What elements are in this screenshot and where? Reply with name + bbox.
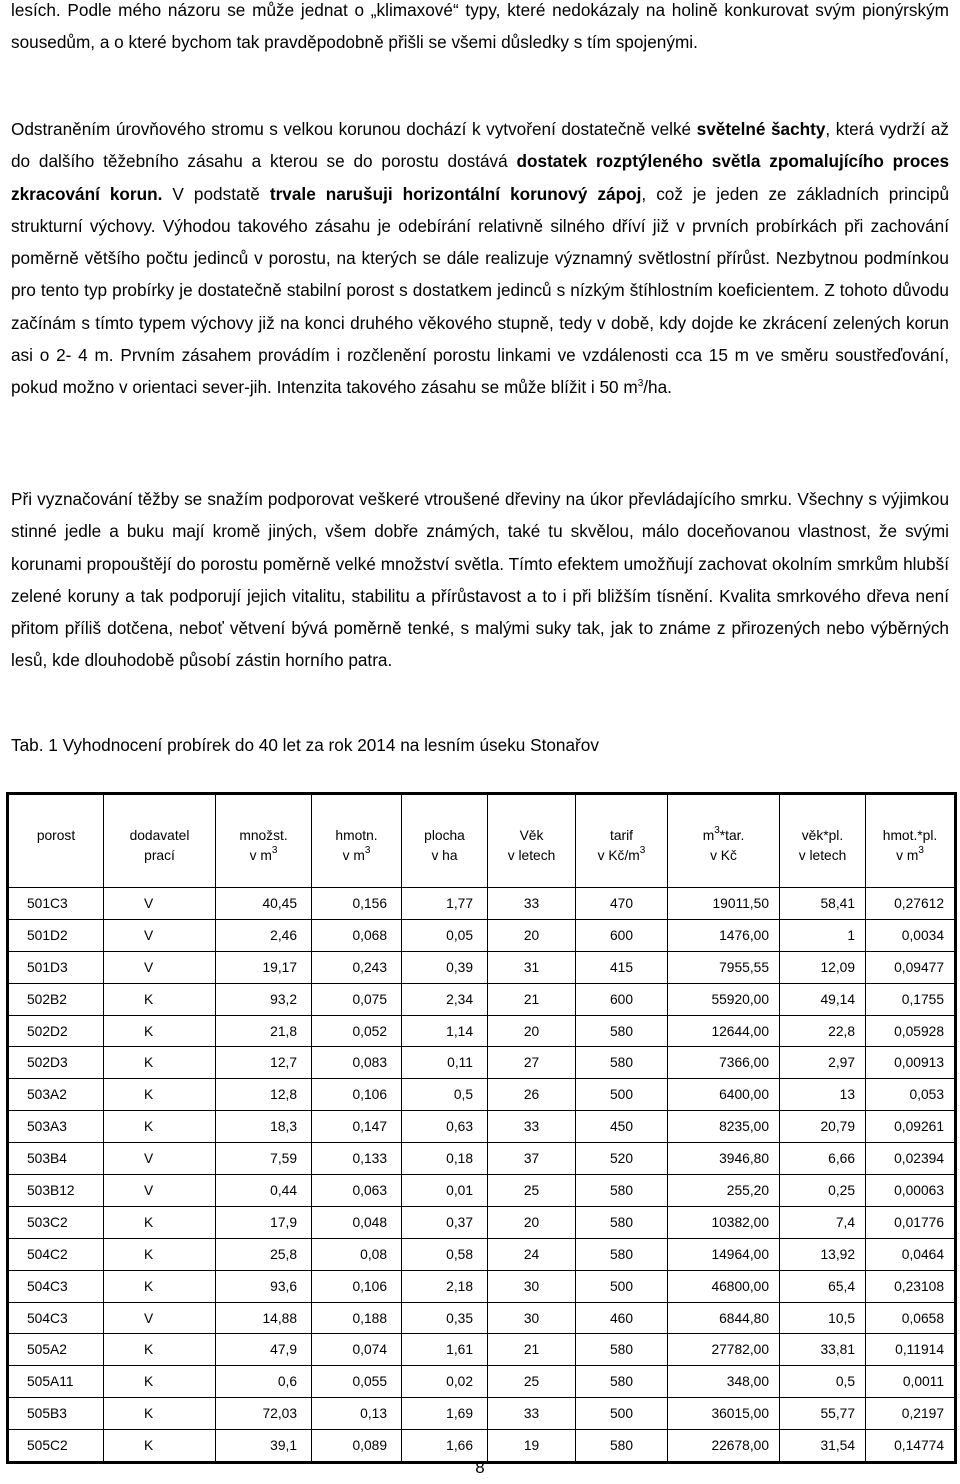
table-cell: 14,88	[216, 1302, 312, 1334]
table-cell: 504C2	[8, 1238, 104, 1270]
table-cell: 33	[488, 888, 576, 920]
table-cell: 580	[576, 1366, 668, 1398]
table-cell: K	[104, 1398, 216, 1430]
column-header	[668, 794, 780, 888]
table-cell: 31,54	[780, 1430, 866, 1463]
table-cell: 505C2	[8, 1430, 104, 1463]
table-caption: Tab. 1 Vyhodnocení probírek do 40 let za rok 2014 na lesním úseku Stonařov	[11, 735, 599, 755]
table-cell: 0,133	[312, 1143, 402, 1175]
table-cell: 0,05928	[866, 1015, 956, 1047]
table-cell: 0,05	[402, 919, 488, 951]
table-cell: 255,20	[668, 1175, 780, 1207]
table-cell: 580	[576, 1206, 668, 1238]
table-cell: 501C3	[8, 888, 104, 920]
table-cell: 502B2	[8, 983, 104, 1015]
table-cell: 2,18	[402, 1270, 488, 1302]
table-row	[8, 919, 956, 951]
table-cell: 2,34	[402, 983, 488, 1015]
table-row	[8, 1111, 956, 1143]
table-cell: 0,00063	[866, 1175, 956, 1207]
table-cell: V	[104, 919, 216, 951]
table-row	[8, 1238, 956, 1270]
table-row	[8, 1398, 956, 1430]
table-cell: 37	[488, 1143, 576, 1175]
table-cell: 27	[488, 1047, 576, 1079]
table-cell: 501D2	[8, 919, 104, 951]
table-cell: 1,77	[402, 888, 488, 920]
table-cell: 450	[576, 1111, 668, 1143]
table-cell: 503C2	[8, 1206, 104, 1238]
table-cell: 19	[488, 1430, 576, 1463]
table-cell: 0,08	[312, 1238, 402, 1270]
paragraph-2	[11, 113, 949, 404]
table-cell: 8235,00	[668, 1111, 780, 1143]
column-header-line1: hmotn.	[335, 828, 378, 843]
table-cell: 600	[576, 919, 668, 951]
table-cell: 27782,00	[668, 1334, 780, 1366]
table-cell: 0,075	[312, 983, 402, 1015]
table-cell: 500	[576, 1270, 668, 1302]
table-cell: 55,77	[780, 1398, 866, 1430]
table-cell: 0,09477	[866, 951, 956, 983]
thinning-evaluation-table	[6, 792, 957, 1464]
table-cell: 580	[576, 1015, 668, 1047]
table-cell: 0,052	[312, 1015, 402, 1047]
column-header	[8, 794, 104, 888]
table-row	[8, 1175, 956, 1207]
table-cell: 7955,55	[668, 951, 780, 983]
table-cell: K	[104, 1206, 216, 1238]
table-cell: 65,4	[780, 1270, 866, 1302]
table-cell: 30	[488, 1302, 576, 1334]
table-cell: K	[104, 1079, 216, 1111]
table-cell: 93,6	[216, 1270, 312, 1302]
table-cell: 0,02	[402, 1366, 488, 1398]
table-cell: V	[104, 951, 216, 983]
table-row	[8, 1047, 956, 1079]
column-header-line1: Věk	[519, 828, 544, 843]
table-cell: 40,45	[216, 888, 312, 920]
column-header	[576, 794, 668, 888]
table-cell: 0,0034	[866, 919, 956, 951]
table-cell: 0,00913	[866, 1047, 956, 1079]
column-header-line1: dodavatel	[129, 828, 190, 843]
table-cell: 0,18	[402, 1143, 488, 1175]
table-cell: 18,3	[216, 1111, 312, 1143]
table-cell: 600	[576, 983, 668, 1015]
table-cell: 0,35	[402, 1302, 488, 1334]
table-cell: 505A11	[8, 1366, 104, 1398]
table-cell: 0,089	[312, 1430, 402, 1463]
table-cell: K	[104, 1366, 216, 1398]
table-cell: 72,03	[216, 1398, 312, 1430]
table-cell: K	[104, 1047, 216, 1079]
table-cell: 21,8	[216, 1015, 312, 1047]
table-cell: 0,1755	[866, 983, 956, 1015]
table-cell: 500	[576, 1079, 668, 1111]
paragraph-2-bold: trvale narušuji horizontální korunový zápoj	[269, 183, 642, 204]
column-header	[312, 794, 402, 888]
table-row	[8, 951, 956, 983]
table-header-row	[8, 794, 956, 888]
column-header-line2: v Kč	[710, 848, 737, 863]
table-cell: 33,81	[780, 1334, 866, 1366]
table-row	[8, 1302, 956, 1334]
column-header-line2: v $Kč/m^3$	[597, 845, 646, 863]
table-cell: 0,074	[312, 1334, 402, 1366]
table-cell: 505A2	[8, 1334, 104, 1366]
column-header-line2: v letech	[798, 848, 847, 863]
column-header-line2: v $m^3$	[249, 845, 278, 863]
table-cell: 7,59	[216, 1143, 312, 1175]
table-cell: 0,156	[312, 888, 402, 920]
table-cell: 7,4	[780, 1206, 866, 1238]
table-cell: 33	[488, 1398, 576, 1430]
table-cell: V	[104, 888, 216, 920]
table-cell: 1,69	[402, 1398, 488, 1430]
table-cell: 502D3	[8, 1047, 104, 1079]
table-cell: 20,79	[780, 1111, 866, 1143]
column-header	[216, 794, 312, 888]
table-cell: 0,2197	[866, 1398, 956, 1430]
table-cell: 12,8	[216, 1079, 312, 1111]
table-cell: 460	[576, 1302, 668, 1334]
table-row	[8, 983, 956, 1015]
column-header-line1: hmot.*pl.	[882, 828, 938, 843]
table-row	[8, 1334, 956, 1366]
table-cell: 415	[576, 951, 668, 983]
table-cell: 21	[488, 983, 576, 1015]
table-cell: 30	[488, 1270, 576, 1302]
table-cell: 36015,00	[668, 1398, 780, 1430]
paragraph-2-bold: dostatek rozptýleného světla zpomalujícího proces zkracování korun.	[11, 151, 950, 204]
table-cell: 22678,00	[668, 1430, 780, 1463]
table-cell: K	[104, 1334, 216, 1366]
table-cell: 503A3	[8, 1111, 104, 1143]
table-cell: 503B4	[8, 1143, 104, 1175]
table-cell: 0,01	[402, 1175, 488, 1207]
table-cell: 31	[488, 951, 576, 983]
paragraph-2-text: , která vydrží až do dalšího těžebního zásahu a kterou se do porostu dostává	[11, 119, 949, 172]
table-cell: 24	[488, 1238, 576, 1270]
table-row	[8, 1079, 956, 1111]
table-cell: 0,083	[312, 1047, 402, 1079]
table-cell: 3946,80	[668, 1143, 780, 1175]
table-cell: 39,1	[216, 1430, 312, 1463]
table-cell: 33	[488, 1111, 576, 1143]
column-header	[488, 794, 576, 888]
table-cell: 58,41	[780, 888, 866, 920]
table-cell: 17,9	[216, 1206, 312, 1238]
table-cell: 0,0464	[866, 1238, 956, 1270]
table-cell: K	[104, 1430, 216, 1463]
table-cell: 12,09	[780, 951, 866, 983]
table-cell: 503A2	[8, 1079, 104, 1111]
table-cell: 0,11	[402, 1047, 488, 1079]
column-header-line2: v ha	[431, 848, 458, 863]
paragraph-2-text: , což je jeden ze základních principů strukturní výchovy. Výhodou takového zásahu je odebírání relativně silného dříví již v prvních probírkách při zachování poměrně většího počtu jedinců v porostu, na kterých se dále realizuje významný světlostní přírůst. Nezbytnou podmínkou pro tento typ probírky je dostatečně stabilní porost s dostatkem jedinců s nízkým štíhlostním koeficientem. Z tohoto důvodu začínám s tímto typem výchovy již na konci druhého věkového stupně, tedy v době, kdy dojde ke zkrácení zelených korun asi o 2- 4 m. Prvním zásahem provádím i rozčlenění porostu linkami ve vzdálenosti cca 15 m ve směru soustřeďování, pokud možno v orientaci sever-jih. Intenzita takového zásahu se může blížit i 50 m	[11, 183, 950, 398]
table-cell: 0,27612	[866, 888, 956, 920]
column-header-line1: množst.	[239, 828, 288, 843]
table-cell: 0,23108	[866, 1270, 956, 1302]
table-cell: 502D2	[8, 1015, 104, 1047]
table-body	[8, 888, 956, 1463]
column-header	[780, 794, 866, 888]
table-cell: 0,068	[312, 919, 402, 951]
table-cell: 93,2	[216, 983, 312, 1015]
table-cell: 0,188	[312, 1302, 402, 1334]
table-cell: 0,5	[780, 1366, 866, 1398]
table-cell: 1	[780, 919, 866, 951]
table-cell: 6844,80	[668, 1302, 780, 1334]
table-cell: 580	[576, 1047, 668, 1079]
table-cell: 25,8	[216, 1238, 312, 1270]
table-cell: 580	[576, 1238, 668, 1270]
table-cell: 2,46	[216, 919, 312, 951]
table-cell: 0,14774	[866, 1430, 956, 1463]
table-cell: 0,5	[402, 1079, 488, 1111]
column-header-line2: v $m^3$	[896, 845, 924, 863]
paragraph-1: lesích. Podle mého názoru se může jednat o „klimaxové“ typy, které nedokázaly na holině konkurovat svým pionýrským sousedům, a o které bychom tak pravděpodobně přišli se všemi důsledky s tím spojenými.	[11, 0, 949, 53]
page-number: 8	[475, 1458, 485, 1477]
column-header-line1: porost	[36, 828, 76, 843]
table-cell: 20	[488, 919, 576, 951]
table-cell: 1,14	[402, 1015, 488, 1047]
table-cell: 6,66	[780, 1143, 866, 1175]
table-cell: K	[104, 1015, 216, 1047]
column-header	[104, 794, 216, 888]
table-cell: 49,14	[780, 983, 866, 1015]
table-cell: 0,0011	[866, 1366, 956, 1398]
table-cell: 10,5	[780, 1302, 866, 1334]
table-cell: 7366,00	[668, 1047, 780, 1079]
table-cell: K	[104, 1270, 216, 1302]
table-cell: 0,106	[312, 1270, 402, 1302]
table-cell: 13	[780, 1079, 866, 1111]
table-cell: 0,048	[312, 1206, 402, 1238]
table-cell: 6400,00	[668, 1079, 780, 1111]
table-cell: 19011,50	[668, 888, 780, 920]
paragraph-2-text: V podstatě	[162, 183, 270, 204]
table-cell: 12,7	[216, 1047, 312, 1079]
table-cell: 0,063	[312, 1175, 402, 1207]
table-row	[8, 1015, 956, 1047]
table-cell: K	[104, 983, 216, 1015]
table-cell: 14964,00	[668, 1238, 780, 1270]
table-cell: 0,25	[780, 1175, 866, 1207]
table-cell: 505B3	[8, 1398, 104, 1430]
table-cell: 19,17	[216, 951, 312, 983]
table-cell: K	[104, 1238, 216, 1270]
table-cell: 26	[488, 1079, 576, 1111]
table-cell: 1,66	[402, 1430, 488, 1463]
table-cell: 0,09261	[866, 1111, 956, 1143]
column-header-line2: prací	[144, 848, 175, 863]
table-cell: 20	[488, 1015, 576, 1047]
column-header	[402, 794, 488, 888]
column-header	[866, 794, 956, 888]
table-cell: 0,63	[402, 1111, 488, 1143]
table-cell: 2,97	[780, 1047, 866, 1079]
table-cell: 25	[488, 1366, 576, 1398]
table-row	[8, 888, 956, 920]
table-cell: 0,02394	[866, 1143, 956, 1175]
table-cell: 0,37	[402, 1206, 488, 1238]
table-cell: 13,92	[780, 1238, 866, 1270]
paragraph-3: Při vyznačování těžby se snažím podporovat veškeré vtroušené dřeviny na úkor převládajícího smrku. Všechny s výjimkou stinné jedle a buku mají kromě jiných, všem dobře známých, také tu skvělou, málo doceňovanou vlastnost, že svými korunami propouštějí do porostu poměrně velké množství světla. Tímto efektem umožňují zachovat okolním smrkům hlubší zelené koruny a tak podporují jejich vitalitu, stabilitu a přírůstavost a to i při bližším tísnění. Kvalita smrkového dřeva není přitom příliš dotčena, neboť větvení bývá poměrně tenké, s malými suky tak, jak to známe z přirozených nebo výběrných lesů, kde dlouhodobě působí zástin horního patra.	[11, 489, 949, 671]
column-header-line2: v letech	[507, 848, 556, 863]
column-header-line2	[13, 846, 99, 866]
table-cell: 47,9	[216, 1334, 312, 1366]
table-cell: 0,58	[402, 1238, 488, 1270]
column-header-line1: $m^3*tar$.	[702, 825, 745, 843]
table-cell: 504C3	[8, 1302, 104, 1334]
table-row	[8, 1143, 956, 1175]
column-header-line1: věk*pl.	[801, 828, 844, 843]
table-cell: V	[104, 1175, 216, 1207]
table-cell: 0,053	[866, 1079, 956, 1111]
table-row	[8, 1270, 956, 1302]
table-cell: 0,44	[216, 1175, 312, 1207]
paragraph-2-text: /ha.	[643, 377, 672, 398]
paragraph-2-bold: světelné šachty	[696, 119, 826, 139]
table-row	[8, 1366, 956, 1398]
table-cell: 1476,00	[668, 919, 780, 951]
table-cell: 0,243	[312, 951, 402, 983]
table-cell: 22,8	[780, 1015, 866, 1047]
table-cell: K	[104, 1111, 216, 1143]
table-cell: 0,055	[312, 1366, 402, 1398]
table-cell: 0,39	[402, 951, 488, 983]
table-cell: 55920,00	[668, 983, 780, 1015]
table-row	[8, 1206, 956, 1238]
table-cell: 0,01776	[866, 1206, 956, 1238]
table-cell: 0,147	[312, 1111, 402, 1143]
table-cell: 10382,00	[668, 1206, 780, 1238]
table-cell: 0,106	[312, 1079, 402, 1111]
table-cell: 503B12	[8, 1175, 104, 1207]
table-cell: 0,13	[312, 1398, 402, 1430]
column-header-line1: tarif	[610, 828, 633, 843]
table-cell: V	[104, 1302, 216, 1334]
table-cell: 12644,00	[668, 1015, 780, 1047]
table-cell: 580	[576, 1334, 668, 1366]
table-cell: 348,00	[668, 1366, 780, 1398]
column-header-line2: v $m^3$	[342, 845, 371, 863]
superscript: 3	[637, 378, 644, 390]
table-cell: V	[104, 1143, 216, 1175]
table-cell: 580	[576, 1430, 668, 1463]
table-cell: 501D3	[8, 951, 104, 983]
table-cell: 20	[488, 1206, 576, 1238]
table-cell: 470	[576, 888, 668, 920]
table-cell: 0,6	[216, 1366, 312, 1398]
table-cell: 0,0658	[866, 1302, 956, 1334]
table-cell: 504C3	[8, 1270, 104, 1302]
table-cell: 25	[488, 1175, 576, 1207]
table-cell: 500	[576, 1398, 668, 1430]
table-cell: 1,61	[402, 1334, 488, 1366]
table-cell: 520	[576, 1143, 668, 1175]
table-cell: 21	[488, 1334, 576, 1366]
table-cell: 580	[576, 1175, 668, 1207]
paragraph-2-text: Odstraněním úrovňového stromu s velkou korunou dochází k vytvoření dostatečně velké	[11, 119, 697, 139]
table-cell: 0,11914	[866, 1334, 956, 1366]
table-cell: 46800,00	[668, 1270, 780, 1302]
column-header-line1: plocha	[424, 828, 465, 843]
